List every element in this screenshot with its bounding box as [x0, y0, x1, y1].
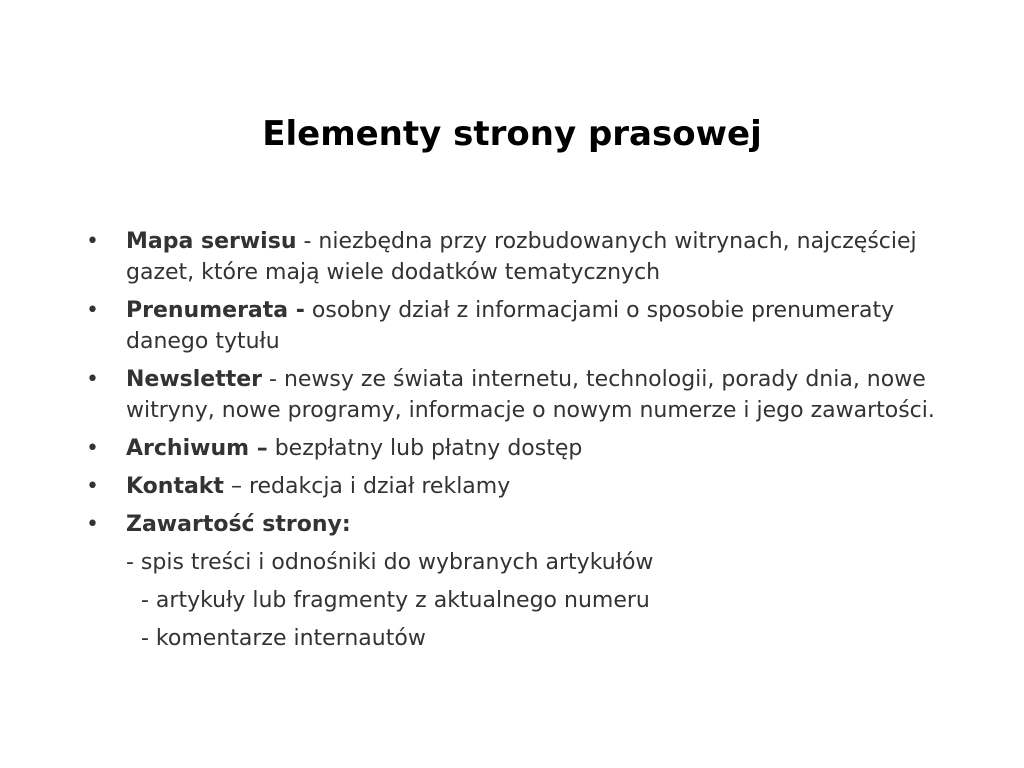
bullet-icon: •	[86, 512, 99, 537]
item-label: Mapa serwisu	[126, 229, 297, 254]
item-label: Archiwum –	[126, 436, 268, 461]
list-item-kontakt	[86, 471, 946, 502]
bullet-icon: •	[86, 474, 99, 499]
list-item-archiwum	[86, 433, 946, 464]
item-label: Newsletter	[126, 367, 263, 392]
sub-item-spis-tresci: - spis treści i odnośniki do wybranych artykułów	[126, 550, 654, 575]
item-description: – redakcja i dział reklamy	[223, 474, 511, 499]
item-label: Kontakt	[126, 474, 224, 499]
list-item-zawartosc-strony	[86, 509, 946, 540]
item-label: Prenumerata -	[126, 298, 305, 323]
item-description: - newsy ze świata internetu, technologii, porady dnia, nowe witryny, nowe programy, informacje o nowym numerze i jego zawartości.	[126, 367, 935, 423]
list-item-newsletter	[86, 364, 946, 426]
list-item-mapa-serwisu	[86, 226, 946, 288]
slide-title: Elementy strony prasowej	[262, 114, 762, 154]
sub-item-artykuly: - artykuły lub fragmenty z aktualnego numeru	[141, 588, 650, 613]
bullet-icon: •	[86, 298, 99, 323]
bullet-list	[86, 226, 946, 661]
item-label: Zawartość strony:	[126, 512, 351, 537]
bullet-icon: •	[86, 229, 99, 254]
list-item-prenumerata	[86, 295, 946, 357]
bullet-icon: •	[86, 436, 99, 461]
sub-item-komentarze: - komentarze internautów	[141, 626, 426, 651]
bullet-icon: •	[86, 367, 99, 392]
item-description: - niezbędna przy rozbudowanych witrynach, najczęściej gazet, które mają wiele dodatków tematycznych	[126, 229, 917, 285]
item-description: bezpłatny lub płatny dostęp	[267, 436, 583, 461]
item-description: osobny dział z informacjami o sposobie prenumeraty danego tytułu	[126, 298, 895, 354]
